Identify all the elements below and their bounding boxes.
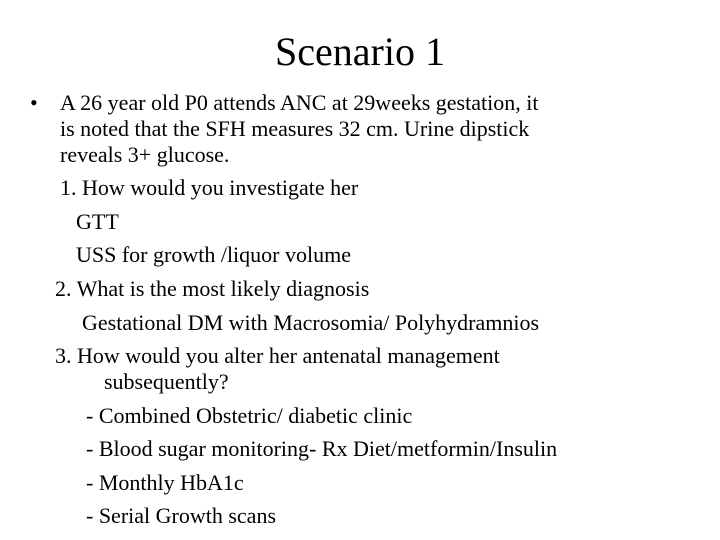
scenario-text-line-1: A 26 year old P0 attends ANC at 29weeks gestation, it (60, 90, 539, 115)
slide-title: Scenario 1 (275, 29, 445, 74)
scenario-text-line-3: reveals 3+ glucose. (60, 142, 230, 167)
question-2: 2. What is the most likely diagnosis (55, 276, 370, 301)
answer-1-gtt: GTT (76, 209, 119, 234)
question-3-line-2: subsequently? (104, 369, 229, 394)
scenario-text-line-2: is noted that the SFH measures 32 cm. Urine dipstick (60, 116, 530, 141)
answer-3-clinic: - Combined Obstetric/ diabetic clinic (86, 403, 413, 428)
answer-3-blood-sugar: - Blood sugar monitoring- Rx Diet/metformin/Insulin (86, 436, 558, 461)
answer-3-hba1c: - Monthly HbA1c (86, 470, 244, 495)
bullet-icon: • (30, 90, 38, 115)
question-1: 1. How would you investigate her (60, 175, 359, 200)
answer-3-growth-scans: - Serial Growth scans (86, 503, 277, 528)
answer-2-diagnosis: Gestational DM with Macrosomia/ Polyhydramnios (82, 310, 540, 335)
question-3-line-1: 3. How would you alter her antenatal management (55, 343, 500, 368)
answer-1-uss: USS for growth /liquor volume (76, 242, 351, 267)
